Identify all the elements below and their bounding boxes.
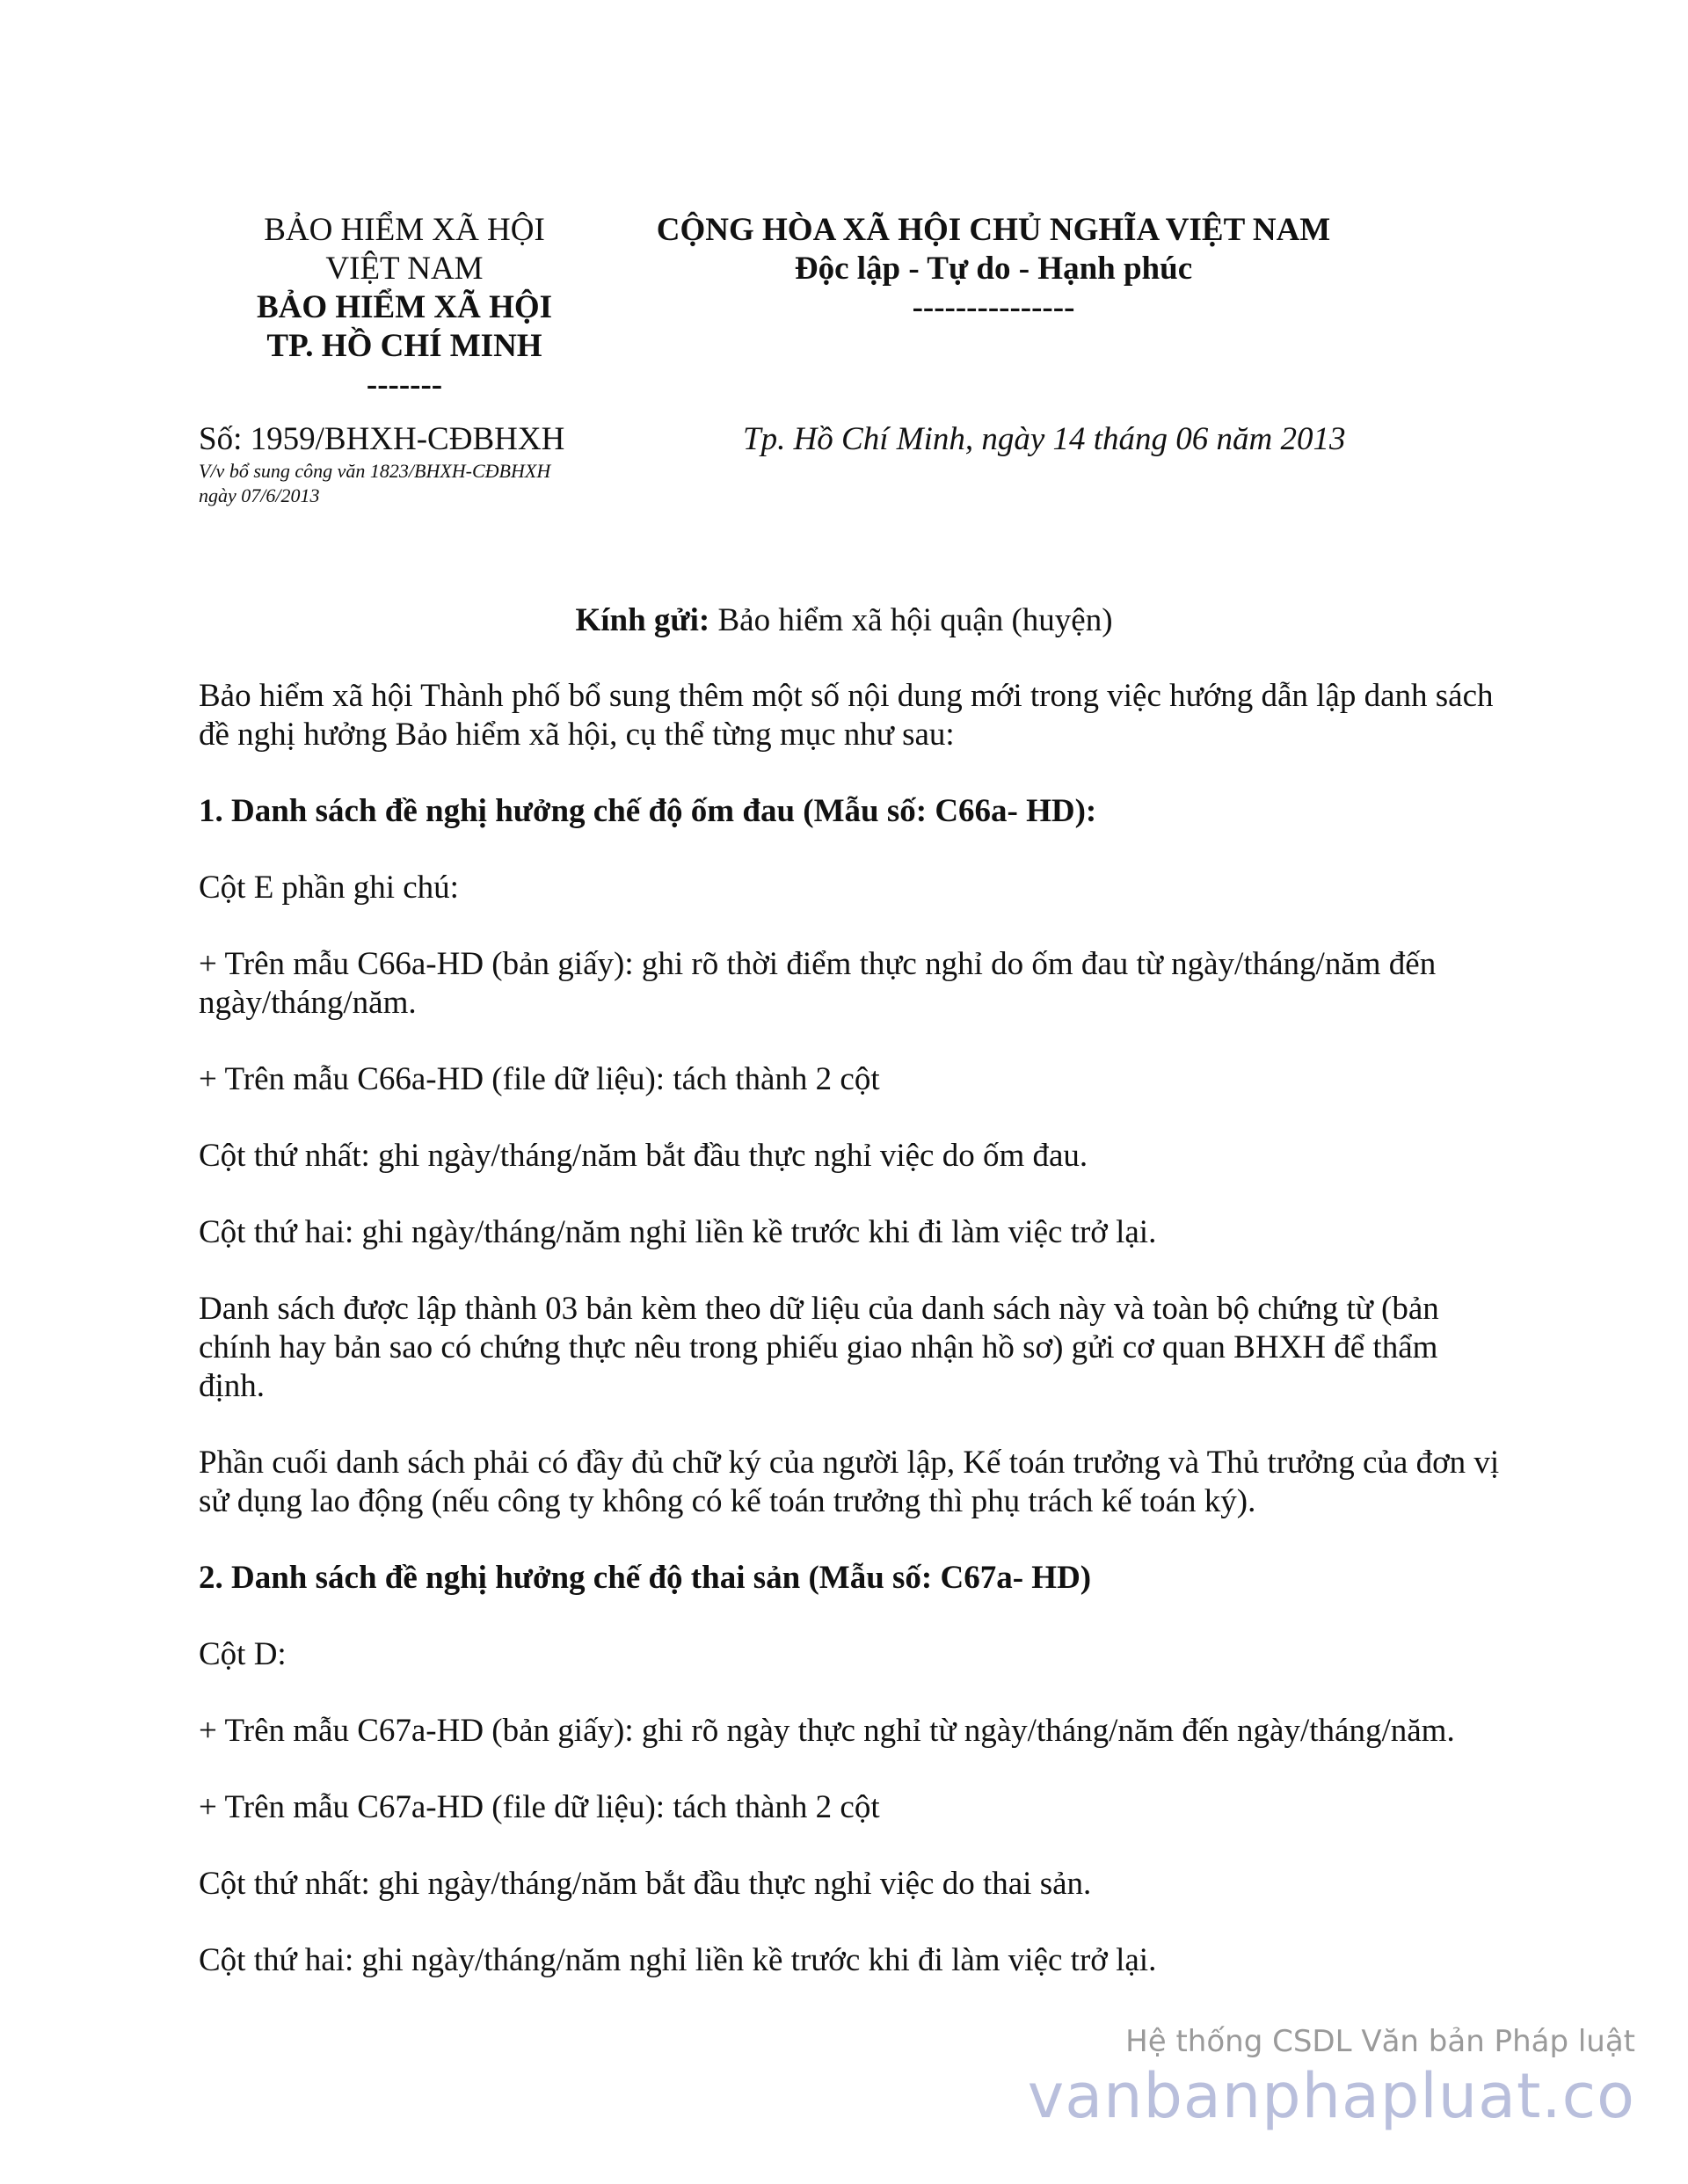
watermark-domain: vanbanphapluat.co [1027, 2060, 1635, 2132]
recipient-label: Kính gửi: [575, 602, 710, 638]
national-title: CỘNG HÒA XÃ HỘI CHỦ NGHĨA VIỆT NAM [656, 212, 1331, 248]
section-2-paragraph: Cột thứ nhất: ghi ngày/tháng/năm bắt đầu thực nghỉ việc do thai sản. [199, 1866, 1092, 1902]
national-title-block [615, 211, 1372, 327]
recipient-value: Bảo hiểm xã hội quận (huyện) [709, 602, 1113, 638]
section-1-paragraph: + Trên mẫu C66a-HD (file dữ liệu): tách thành 2 cột [199, 1061, 880, 1097]
subject-line-2: ngày 07/6/2013 [199, 484, 320, 506]
document-subject [199, 459, 656, 508]
section-2-paragraph: Cột thứ hai: ghi ngày/tháng/năm nghỉ liền kề trước khi đi làm việc trở lại. [199, 1942, 1157, 1978]
intro-paragraph: Bảo hiểm xã hội Thành phố bổ sung thêm một số nội dung mới trong việc hướng dẫn lập danh sách đề nghị hưởng Bảo hiểm xã hội, cụ thể từng mục như sau: [199, 678, 1494, 753]
agency-line-1: BẢO HIỂM XÃ HỘI [264, 212, 545, 248]
agency-line-3: BẢO HIỂM XÃ HỘI [256, 289, 553, 325]
issuing-agency-block [229, 211, 580, 404]
section-1-paragraph: Phần cuối danh sách phải có đầy đủ chữ ký của người lập, Kế toán trưởng và Thủ trưởng của đơn vị sử dụng lao động (nếu công ty không có kế toán trưởng thì phụ trách kế toán ký). [199, 1445, 1500, 1519]
section-1-paragraph: Danh sách được lập thành 03 bản kèm theo dữ liệu của danh sách này và toàn bộ chứng từ (bản chính hay bản sao có chứng thực nêu trong phiếu giao nhận hồ sơ) gửi cơ quan BHXH để thẩm định. [199, 1291, 1439, 1404]
agency-line-4: TP. HỒ CHÍ MINH [266, 328, 542, 364]
section-1-paragraph: + Trên mẫu C66a-HD (bản giấy): ghi rõ thời điểm thực nghỉ do ốm đau từ ngày/tháng/năm đến ngày/tháng/năm. [199, 946, 1437, 1021]
agency-line-2: VIỆT NAM [325, 251, 484, 287]
section-1-paragraph: Cột thứ nhất: ghi ngày/tháng/năm bắt đầu thực nghỉ việc do ốm đau. [199, 1138, 1088, 1174]
document-body [199, 677, 1500, 2018]
section-2-column: Cột D: [199, 1636, 287, 1672]
section-2-heading: 2. Danh sách đề nghị hưởng chế độ thai sản (Mẫu số: C67a- HD) [199, 1560, 1092, 1596]
recipient-line [0, 601, 1688, 640]
section-1-column: Cột E phần ghi chú: [199, 870, 459, 906]
document-number: Số: 1959/BHXH-CĐBHXH [199, 421, 565, 457]
watermark-caption: Hệ thống CSDL Văn bản Pháp luật [1125, 2024, 1635, 2059]
national-separator: --------------- [912, 289, 1075, 325]
section-1-paragraph: Cột thứ hai: ghi ngày/tháng/năm nghỉ liền kề trước khi đi làm việc trở lại. [199, 1214, 1157, 1250]
date-place: Tp. Hồ Chí Minh, ngày 14 tháng 06 năm 2013 [743, 421, 1346, 457]
subject-line-1: V/v bổ sung công văn 1823/BHXH-CĐBHXH [199, 460, 551, 482]
agency-separator: ------- [366, 367, 443, 403]
section-2-paragraph: + Trên mẫu C67a-HD (file dữ liệu): tách thành 2 cột [199, 1789, 880, 1825]
national-motto: Độc lập - Tự do - Hạnh phúc [794, 251, 1193, 287]
site-watermark [1028, 2022, 1635, 2131]
section-2-paragraph: + Trên mẫu C67a-HD (bản giấy): ghi rõ ngày thực nghỉ từ ngày/tháng/năm đến ngày/tháng/năm. [199, 1713, 1455, 1749]
section-1-heading: 1. Danh sách đề nghị hưởng chế độ ốm đau (Mẫu số: C66a- HD): [199, 793, 1097, 829]
